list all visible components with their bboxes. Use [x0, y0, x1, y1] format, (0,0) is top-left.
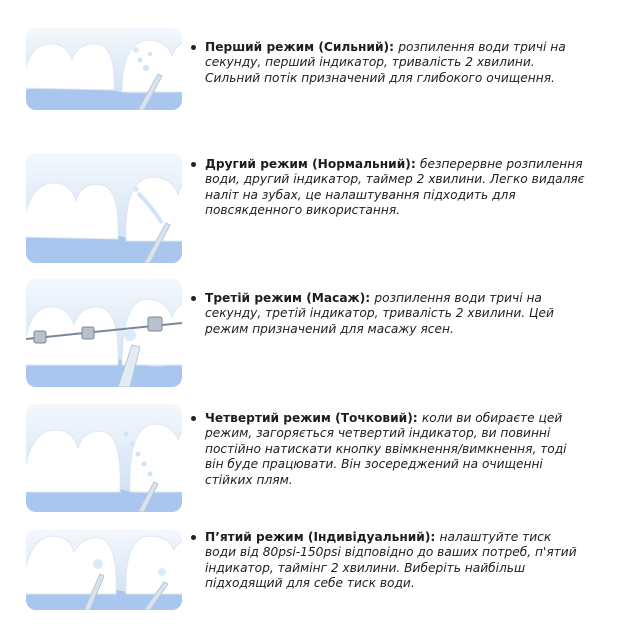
mode-description: розпилення води тричі на секунду, перший індикатор, тривалість 2 хвилини. Сильний потік призначений для глибокого очищення.	[205, 40, 566, 85]
teeth-water-jet-normal-icon	[26, 153, 182, 263]
mode-text-5: П’ятий режим (Індивідуальний): налаштуйте тиск води від 80psi-150psi відповідно до ваших потреб, п'ятий індикатор, таймінг 2 хвилини. Виберіть найбільш підходящий для себе тиск води.	[205, 530, 585, 592]
mode-text-3: Третій режим (Масаж): розпилення води тричі на секунду, третій індикатор, тривалість 2 хвилини. Цей режим призначений для масажу ясен.	[205, 291, 585, 337]
mode-text-1: Перший режим (Сильний): розпилення води тричі на секунду, перший індикатор, тривалість 2 хвилини. Сильний потік призначений для глибокого очищення.	[205, 40, 585, 86]
mode-text-2: Другий режим (Нормальний): безперервне розпилення води, другий індикатор, таймер 2 хвилини. Легко видаляє наліт на зубах, це налаштування підходить для повсякденного використання.	[205, 157, 585, 219]
teeth-braces-water-jet-icon	[26, 279, 182, 387]
bullet-icon	[191, 296, 196, 301]
bullet-icon	[191, 416, 196, 421]
mode-title: Другий режим (Нормальний)	[205, 157, 411, 171]
mode-description: безперервне розпилення води, другий індикатор, таймер 2 хвилини. Легко видаляє наліт на зубах, це налаштування підходить для повсякденного використання.	[205, 157, 585, 218]
mode-description: розпилення води тричі на секунду, третій індикатор, тривалість 2 хвилини. Цей режим призначений для масажу ясен.	[205, 291, 554, 336]
mode-title: Перший режим (Сильний)	[205, 40, 390, 54]
teeth-water-jet-spot-icon	[26, 404, 182, 512]
teeth-water-jet-strong-icon	[26, 28, 182, 110]
mode-description: коли ви обираєте цей режим, загоряється четвертий індикатор, ви повинні постійно натискати кнопку ввімкнення/вимкнення, тоді він буде працювати. Він зосереджений на очищенні стійких плям.	[205, 411, 567, 487]
mode-title: П’ятий режим (Індивідуальний)	[205, 530, 431, 544]
mode-description: налаштуйте тиск води від 80psi-150psi відповідно до ваших потреб, п'ятий індикатор, таймінг 2 хвилини. Виберіть найбільш підходящий для себе тиск води.	[205, 530, 577, 591]
teeth-water-jet-custom-icon	[26, 530, 182, 610]
bullet-icon	[191, 45, 196, 50]
bullet-icon	[191, 535, 196, 540]
mode-title: Четвертий режим (Точковий)	[205, 411, 413, 425]
mode-text-4: Четвертий режим (Точковий): коли ви обираєте цей режим, загоряється четвертий індикатор, ви повинні постійно натискати кнопку ввімкнення/вимкнення, тоді він буде працювати. Він зосереджений на очищенні стійких плям.	[205, 411, 585, 488]
bullet-icon	[191, 162, 196, 167]
mode-title: Третій режим (Масаж)	[205, 291, 366, 305]
